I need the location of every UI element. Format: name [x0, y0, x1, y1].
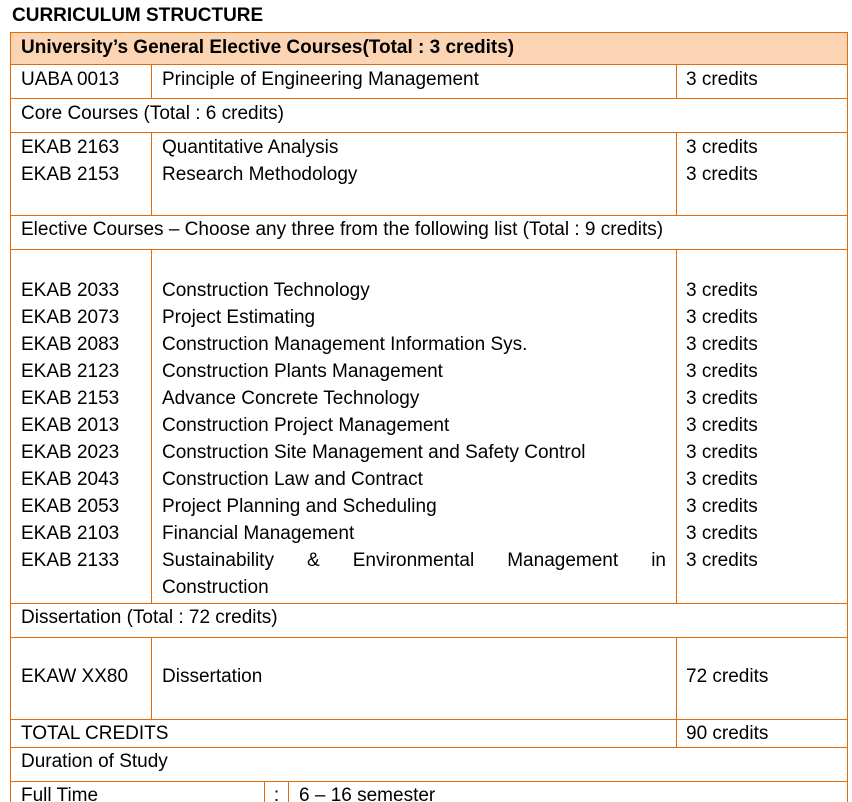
core-credits: [677, 133, 847, 215]
course-name: Project Planning and Scheduling: [162, 496, 437, 517]
elective-header: Elective Courses – Choose any three from the following list (Total : 9 credits): [21, 219, 664, 240]
course-name-word: Management: [507, 550, 619, 571]
elective-courses-row: [11, 250, 847, 604]
course-name: Research Methodology: [162, 164, 358, 185]
course-name: Construction Technology: [162, 280, 370, 301]
dissertation-header: Dissertation (Total : 72 credits): [21, 607, 278, 628]
dissertation-course-row: [11, 638, 847, 720]
course-credits: 3 credits: [686, 361, 758, 382]
course-code: EKAB 2023: [21, 442, 120, 463]
duration-label: Full Time: [11, 782, 265, 802]
course-credits: 72 credits: [686, 666, 769, 687]
course-code: EKAW XX80: [11, 638, 152, 719]
elective-codes: [11, 250, 152, 603]
course-code: EKAB 2083: [21, 334, 120, 355]
course-name-word: in: [651, 550, 666, 571]
course-credits: 3 credits: [686, 334, 758, 355]
course-credits: 3 credits: [686, 496, 758, 517]
duration-row: [11, 782, 847, 802]
course-credits: 3 credits: [686, 164, 758, 185]
course-code: EKAB 2123: [21, 361, 120, 382]
core-courses-row: [11, 133, 847, 216]
duration-separator: :: [265, 782, 289, 802]
duration-header-row: [11, 748, 847, 782]
course-name: Project Estimating: [162, 307, 316, 328]
general-elective-header: University’s General Elective Courses(Total : 3 credits): [21, 37, 515, 58]
course-credits: 3 credits: [686, 442, 758, 463]
course-credits: 3 credits: [686, 280, 758, 301]
total-credits-value: 90 credits: [686, 723, 769, 744]
duration-header: Duration of Study: [21, 751, 168, 772]
course-code: EKAB 2043: [21, 469, 120, 490]
course-name-justified: [162, 547, 676, 574]
table-row: [11, 65, 847, 99]
elective-credits: [677, 250, 847, 603]
course-name: Construction Plants Management: [162, 361, 443, 382]
elective-names: [152, 250, 677, 603]
course-name: Dissertation: [152, 638, 677, 719]
course-code: EKAB 2163: [21, 137, 120, 158]
curriculum-table: [10, 32, 848, 802]
course-name: Construction Site Management and Safety Control: [162, 442, 586, 463]
course-code: EKAB 2103: [21, 523, 120, 544]
course-name-word: Environmental: [352, 550, 475, 571]
course-credits: 3 credits: [686, 388, 758, 409]
course-code: EKAB 2013: [21, 415, 120, 436]
course-name: Construction Law and Contract: [162, 469, 423, 490]
course-code: EKAB 2053: [21, 496, 120, 517]
course-name: Construction Project Management: [162, 415, 450, 436]
core-codes: [11, 133, 152, 215]
course-name: Construction: [162, 577, 269, 598]
dissertation-header-row: [11, 604, 847, 638]
course-code: EKAB 2153: [21, 164, 120, 185]
general-elective-header-row: [11, 33, 847, 65]
course-credits: 3 credits: [686, 307, 758, 328]
course-name: Principle of Engineering Management: [152, 65, 677, 98]
course-code: EKAB 2033: [21, 280, 120, 301]
total-credits-label: TOTAL CREDITS: [11, 720, 677, 747]
course-name-word: &: [307, 550, 320, 571]
course-name-word: Sustainability: [162, 550, 274, 571]
course-name: Quantitative Analysis: [162, 137, 339, 158]
core-header-row: [11, 99, 847, 133]
core-names: [152, 133, 677, 215]
course-name: Construction Management Information Sys.: [162, 334, 528, 355]
course-code: EKAB 2133: [21, 550, 120, 571]
page-title: CURRICULUM STRUCTURE: [12, 5, 264, 26]
elective-header-row: [11, 216, 847, 250]
course-code: EKAB 2073: [21, 307, 120, 328]
course-name: Financial Management: [162, 523, 355, 544]
course-code: UABA 0013: [11, 65, 152, 98]
course-code: EKAB 2153: [21, 388, 120, 409]
course-credits: 3 credits: [686, 415, 758, 436]
course-credits: 3 credits: [686, 137, 758, 158]
course-credits: 3 credits: [686, 550, 758, 571]
course-credits: 3 credits: [686, 69, 758, 90]
duration-value: 6 – 16 semester: [299, 785, 436, 802]
course-credits: 3 credits: [686, 523, 758, 544]
course-name: Advance Concrete Technology: [162, 388, 420, 409]
total-credits-row: [11, 720, 847, 748]
core-header: Core Courses (Total : 6 credits): [21, 103, 284, 124]
course-credits: 3 credits: [686, 469, 758, 490]
